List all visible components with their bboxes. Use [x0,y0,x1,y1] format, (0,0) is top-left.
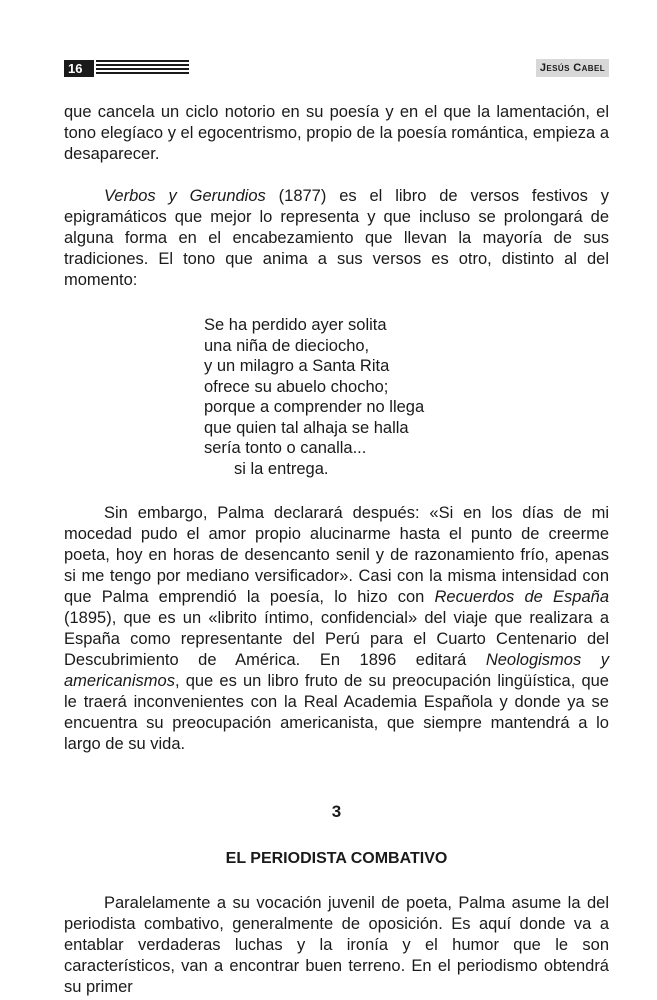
poem-line: una niña de dieciocho, [204,336,370,355]
paragraph-3-text-a: Sin embargo, Palma declarará después: «Si en los días de mi mocedad pudo el amor propio alucinarme hasta el punto de creerme poeta, hoy en horas de desencanto senil y de razonamiento frío, apenas si me tengo por mediano versificador». Casi con la misma intensidad con que Palma emprendió la poesía, lo hizo con [64,504,609,606]
paragraph-2-text: (1877) es el libro de versos festivos y epigramáticos que mejor lo representa y que incluso se prolongará de alguna forma en el encabezamiento que llevan la mayoría de sus tradiciones. El tono que anima a sus versos es otro, distinto al del momento: [64,187,609,289]
poem-line: que quien tal alhaja se halla [204,418,409,437]
book-title-neologismos: Neologismos y americanismos [64,651,610,690]
poem-line: Se ha perdido ayer solita [204,316,387,334]
poem-line: sería tonto o canalla... [204,439,367,457]
paragraph-3 [64,503,609,755]
poem-line: si la entrega. [234,459,329,478]
poem-line: y un milagro a Santa Rita [204,357,390,375]
paragraph-2 [64,186,609,291]
section-number: 3 [331,802,342,821]
paragraph-4: Paralelamente a su vocación juvenil de poeta, Palma asume la del periodista combativo, generalmente de oposición. Es aquí donde va a entablar verdaderas luchas y la ironía y el humor que le son característicos, van a encontrar buen terreno. En el periodismo obtendrá su primer [64,894,609,996]
page-number: 16 [64,60,94,77]
poem-line: porque a comprender no llega [204,398,425,416]
running-head-author: Jesús Cabel [536,59,609,77]
poem-line: ofrece su abuelo chocho; [204,377,389,396]
quoted-poem [204,315,609,479]
book-title-verbos-y-gerundios: Verbos y Gerundios [104,187,266,205]
paragraph-3-text-b: (1895), que es un «librito íntimo, confidencial» del viaje que realizara a España como representante del Perú para el Cuarto Centenario del Descubrimiento de América. En 1896 editará [64,609,609,669]
section-title: EL PERIODISTA COMBATIVO [225,850,448,867]
paragraph-3-text-c: , que es un libro fruto de su preocupación lingüística, que le traerá inconvenientes con la Real Academia Española y donde ya se encuentra su preocupación americanista, que siempre mantendrá a lo largo de su vida. [64,672,609,753]
running-header [0,0,657,90]
book-title-recuerdos-de-espana: Recuerdos de España [434,588,609,606]
header-rule [96,60,189,77]
paragraph-1: que cancela un ciclo notorio en su poesía y en el que la lamentación, el tono elegíaco y el egocentrismo, propio de la poesía romántica, empieza a desaparecer. [64,103,609,163]
page-body [64,102,609,998]
